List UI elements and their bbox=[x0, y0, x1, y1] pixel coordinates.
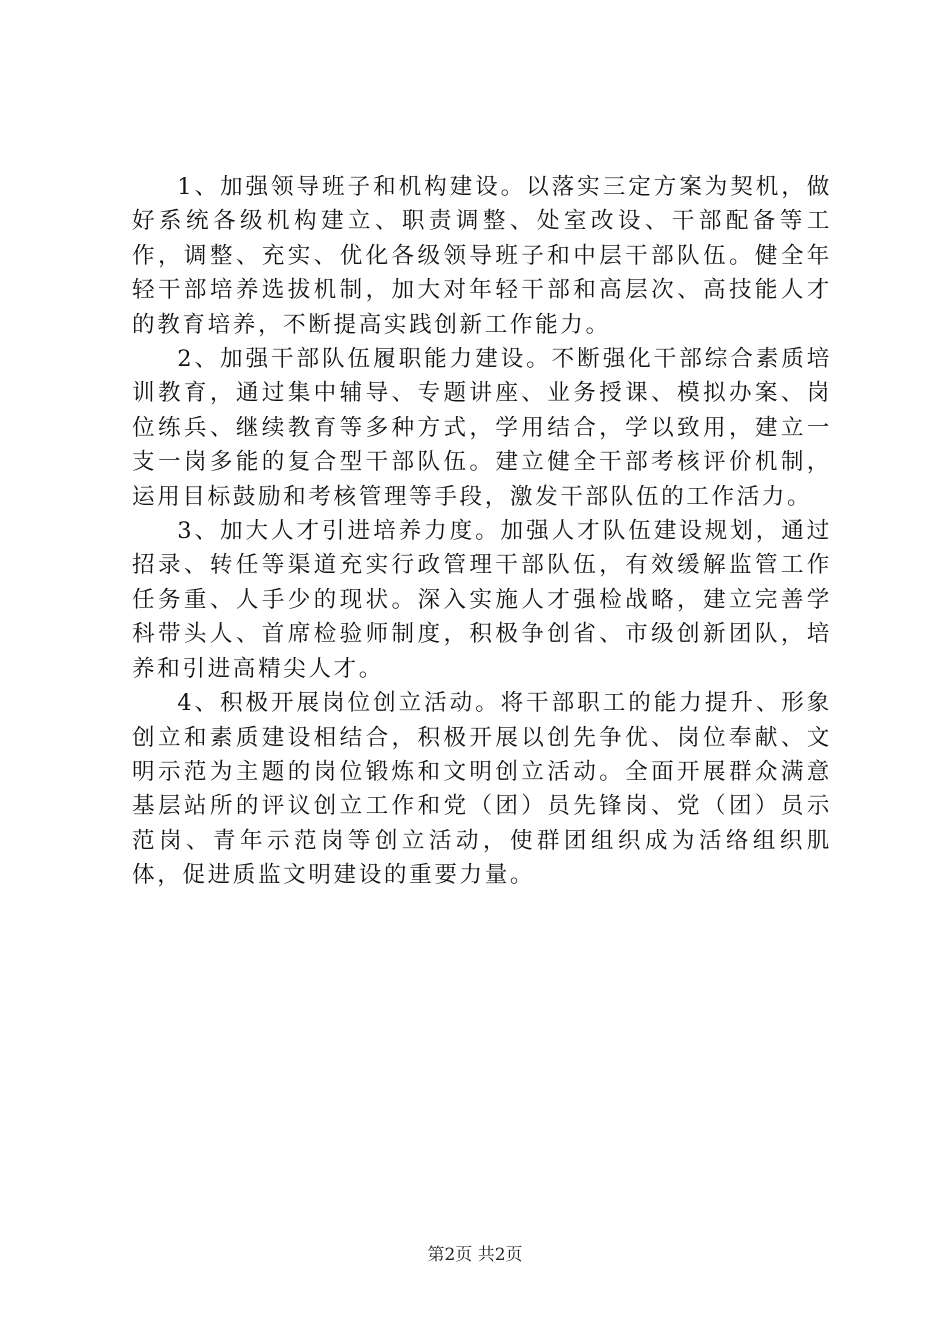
document-body bbox=[132, 170, 832, 893]
paragraph-3: 3、加大人才引进培养力度。加强人才队伍建设规划，通过招录、转任等渠道充实行政管理干部队伍，有效缓解监管工作任务重、人手少的现状。深入实施人才强检战略，建立完善学科带头人、首席检验师制度，积极争创省、市级创新团队，培养和引进高精尖人才。 bbox=[132, 518, 832, 682]
page-footer bbox=[0, 1243, 950, 1267]
page-number-label: 第2页 共2页 bbox=[427, 1245, 523, 1265]
paragraph-2: 2、加强干部队伍履职能力建设。不断强化干部综合素质培训教育，通过集中辅导、专题讲座、业务授课、模拟办案、岗位练兵、继续教育等多种方式，学用结合，学以致用，建立一支一岗多能的复合型干部队伍。建立健全干部考核评价机制，运用目标鼓励和考核管理等手段，激发干部队伍的工作活力。 bbox=[132, 346, 832, 510]
paragraph-4: 4、积极开展岗位创立活动。将干部职工的能力提升、形象创立和素质建设相结合，积极开展以创先争优、岗位奉献、文明示范为主题的岗位锻炼和文明创立活动。全面开展群众满意基层站所的评议创立工作和党（团）员先锋岗、党（团）员示范岗、青年示范岗等创立活动，使群团组织成为活络组织肌体，促进质监文明建设的重要力量。 bbox=[132, 690, 832, 889]
paragraph-1: 1、加强领导班子和机构建设。以落实三定方案为契机，做好系统各级机构建立、职责调整、处室改设、干部配备等工作，调整、充实、优化各级领导班子和中层干部队伍。健全年轻干部培养选拔机制，加大对年轻干部和高层次、高技能人才的教育培养，不断提高实践创新工作能力。 bbox=[132, 174, 832, 338]
